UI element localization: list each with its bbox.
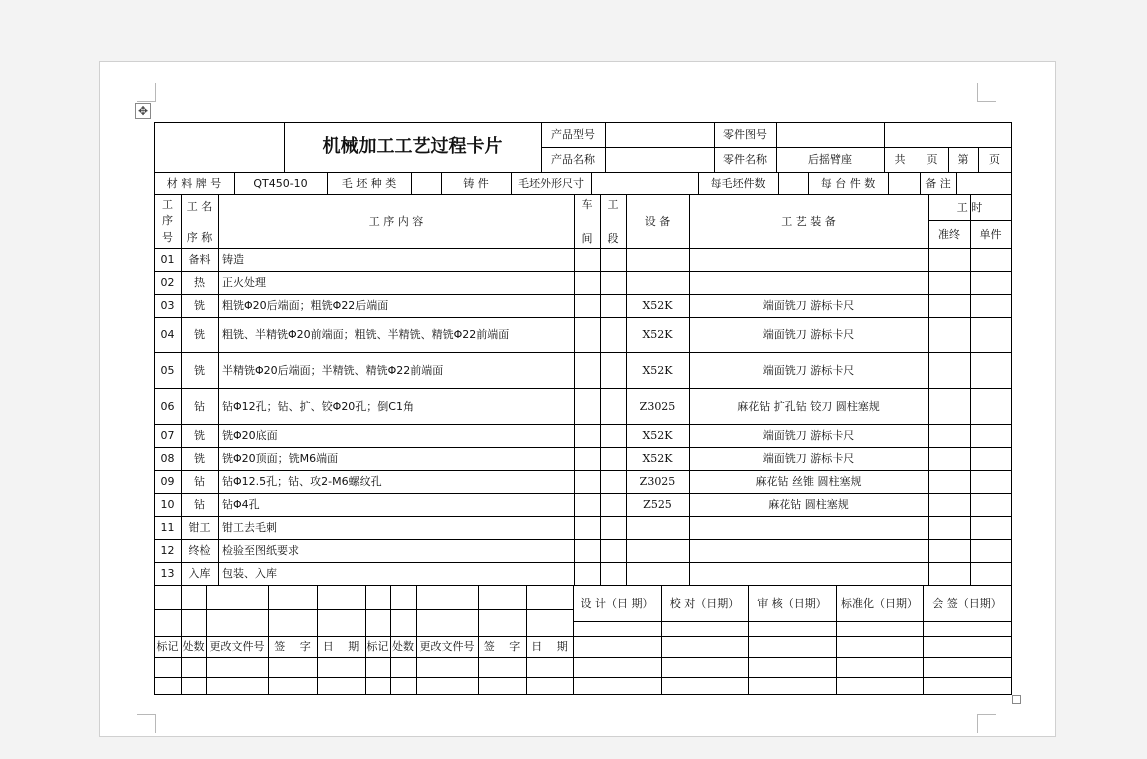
grid-line [154,694,1012,695]
row-workshop[interactable] [574,493,600,516]
part-name-label[interactable]: 零件名称 [723,153,767,166]
row-step-no[interactable]: 10 [160,498,175,511]
total-pages-label[interactable]: 共 [894,153,906,166]
footer-date[interactable]: 日 期 [322,640,360,653]
row-step-no[interactable]: 05 [160,363,175,377]
per-blank-value[interactable] [778,172,808,194]
row-unit-time[interactable] [970,317,1011,352]
row-step-no[interactable]: 12 [160,544,175,557]
row-step-name[interactable]: 入库 [188,567,211,580]
blank-type-value[interactable]: 铸 件 [463,176,489,190]
row-step-no[interactable]: 08 [160,452,175,465]
row-equipment[interactable] [626,248,689,271]
row-unit-time[interactable] [970,294,1011,317]
footer-sign[interactable]: 签 字 [483,640,521,653]
row-step-no[interactable]: 06 [160,399,175,413]
footer-countersign[interactable]: 会 签（日期） [932,596,1002,610]
row-workshop[interactable] [574,317,600,352]
row-unit-time[interactable] [970,271,1011,294]
blank-size-label[interactable]: 毛坯外形尺寸 [518,176,584,190]
row-step-name[interactable]: 热 [194,276,205,289]
row-tooling[interactable] [689,248,928,271]
remarks-value[interactable] [956,172,1011,194]
doc-title[interactable]: 机械加工工艺过程卡片 [322,136,503,157]
part-drawing-no-value[interactable] [776,122,884,147]
row-section[interactable] [600,539,626,562]
footer-count[interactable]: 处数 [392,640,414,653]
col-workshop-2[interactable]: 间 [581,231,593,245]
grid-line [154,657,1012,658]
row-prep-time[interactable] [928,562,970,585]
crop-mark-bottom-left [137,714,156,733]
row-equipment[interactable]: X52K [642,299,673,312]
row-equipment[interactable] [626,562,689,585]
row-equipment[interactable] [626,516,689,539]
footer-date[interactable]: 日 期 [531,640,568,653]
row-tooling[interactable]: 麻花钻 圆柱塞规 [768,498,849,511]
row-step-content[interactable]: 铣Φ20底面 [222,429,278,442]
row-prep-time[interactable] [928,248,970,271]
row-prep-time[interactable] [928,539,970,562]
row-equipment[interactable] [626,271,689,294]
col-unit-time[interactable]: 单件 [979,227,1002,241]
row-workshop[interactable] [574,248,600,271]
row-step-name[interactable]: 钳工 [188,521,211,534]
row-workshop[interactable] [574,539,600,562]
row-prep-time[interactable] [928,352,970,388]
material-value[interactable]: QT450-10 [253,176,308,190]
row-section[interactable] [600,352,626,388]
row-step-no[interactable]: 13 [160,567,175,580]
row-equipment[interactable]: X52K [642,429,673,442]
row-workshop[interactable] [574,447,600,470]
row-prep-time[interactable] [928,447,970,470]
footer-design[interactable]: 设 计（日 期） [580,596,654,610]
row-step-no[interactable]: 04 [160,328,175,341]
col-time[interactable]: 工 时 [956,200,983,214]
product-model-value[interactable] [605,122,714,147]
row-equipment[interactable] [626,539,689,562]
per-machine-value[interactable] [888,172,920,194]
row-step-name[interactable]: 钻 [194,399,205,413]
row-step-no[interactable]: 09 [160,475,175,488]
row-prep-time[interactable] [928,470,970,493]
row-section[interactable] [600,317,626,352]
sheet-no-unit[interactable]: 页 [989,153,1000,166]
product-name-value[interactable] [605,147,714,172]
row-step-name[interactable]: 备料 [188,253,211,266]
part-drawing-no-label[interactable]: 零件图号 [723,128,767,141]
row-step-name[interactable]: 铣 [194,429,205,442]
row-step-content[interactable]: 钻Φ12.5孔；钻、攻2-M6螺纹孔 [222,475,382,488]
row-step-name[interactable]: 铣 [194,363,205,377]
row-step-name[interactable]: 钻 [194,475,205,488]
row-tooling[interactable] [689,539,928,562]
per-blank-label[interactable]: 每毛坯件数 [710,176,766,190]
footer-change-doc[interactable]: 更改文件号 [419,640,475,653]
row-equipment[interactable]: Z3025 [639,399,676,413]
row-step-name[interactable]: 钻 [194,498,205,511]
row-tooling[interactable]: 端面铣刀 游标卡尺 [762,452,855,465]
footer-mark[interactable]: 标记 [156,640,179,653]
remarks-label[interactable]: 备 注 [925,176,951,190]
row-workshop[interactable] [574,271,600,294]
grid-line [154,609,574,610]
footer-change-doc[interactable]: 更改文件号 [209,640,265,653]
row-unit-time[interactable] [970,493,1011,516]
row-equipment[interactable]: Z525 [643,498,672,511]
row-prep-time[interactable] [928,516,970,539]
row-section[interactable] [600,516,626,539]
row-prep-time[interactable] [928,493,970,516]
row-step-name[interactable]: 铣 [194,328,205,341]
total-pages-unit[interactable]: 页 [926,153,938,166]
row-workshop[interactable] [574,424,600,447]
footer-mark[interactable]: 标记 [366,640,389,653]
row-section[interactable] [600,493,626,516]
row-equipment[interactable]: X52K [642,363,673,377]
row-step-name[interactable]: 铣 [194,299,205,312]
col-step-3[interactable]: 号 [162,230,173,244]
row-unit-time[interactable] [970,470,1011,493]
row-section[interactable] [600,248,626,271]
row-tooling[interactable]: 端面铣刀 游标卡尺 [762,328,855,341]
row-tooling[interactable]: 麻花钻 丝锥 圆柱塞规 [755,475,862,488]
row-step-no[interactable]: 01 [160,253,175,266]
row-step-no[interactable]: 02 [160,276,175,289]
row-unit-time[interactable] [970,352,1011,388]
row-step-name[interactable]: 终检 [188,544,211,557]
row-section[interactable] [600,424,626,447]
row-step-no[interactable]: 03 [160,299,175,312]
row-workshop[interactable] [574,388,600,424]
row-section[interactable] [600,271,626,294]
row-step-content[interactable]: 钳工去毛刺 [222,521,277,534]
row-workshop[interactable] [574,352,600,388]
grid-line [411,172,412,195]
row-step-content[interactable]: 铸造 [222,253,244,266]
footer-proofread[interactable]: 校 对（日期） [669,596,740,610]
sheet-no-label[interactable]: 第 [957,153,969,166]
table-move-handle-icon[interactable]: ✥ [135,103,151,119]
row-tooling[interactable]: 端面铣刀 游标卡尺 [762,429,855,442]
row-prep-time[interactable] [928,294,970,317]
col-section-1[interactable]: 工 [607,197,619,211]
header-blank[interactable] [884,122,1011,147]
row-section[interactable] [600,470,626,493]
grid-line [573,621,1012,622]
row-prep-time[interactable] [928,317,970,352]
row-tooling[interactable]: 麻花钻 扩孔钻 铰刀 圆柱塞规 [737,399,880,413]
row-step-content[interactable]: 钻Φ4孔 [222,498,260,511]
row-equipment[interactable]: X52K [642,452,673,465]
row-section[interactable] [600,388,626,424]
row-section[interactable] [600,562,626,585]
row-section[interactable] [600,447,626,470]
row-step-content[interactable]: 检验至图纸要求 [222,544,299,557]
row-workshop[interactable] [574,516,600,539]
row-tooling[interactable] [689,271,928,294]
col-tooling[interactable]: 工 艺 装 备 [781,214,836,228]
row-prep-time[interactable] [928,388,970,424]
row-workshop[interactable] [574,562,600,585]
row-step-content[interactable]: 包装、入库 [222,567,277,580]
col-step-2[interactable]: 序 [162,213,173,227]
row-unit-time[interactable] [970,424,1011,447]
col-equipment[interactable]: 设 备 [644,214,671,228]
row-tooling[interactable] [689,562,928,585]
row-tooling[interactable]: 端面铣刀 游标卡尺 [762,299,855,312]
col-prep-time[interactable]: 准终 [938,227,960,241]
product-name-label[interactable]: 产品名称 [551,153,595,166]
crop-mark-top-right [977,83,996,102]
row-section[interactable] [600,294,626,317]
row-step-content[interactable]: 铣Φ20顶面；铣M6端面 [222,452,339,465]
row-step-content[interactable]: 粗铣Φ20后端面；粗铣Φ22后端面 [222,299,389,312]
col-workshop-1[interactable]: 车 [581,197,593,211]
product-model-label[interactable]: 产品型号 [551,128,595,141]
row-step-content[interactable]: 正火处理 [222,276,266,289]
crop-mark-bottom-right [977,714,996,733]
part-name-value[interactable]: 后摇臂座 [808,153,852,166]
row-step-no[interactable]: 11 [160,521,175,534]
grid-line [154,677,1012,678]
row-tooling[interactable] [689,516,928,539]
footer-count[interactable]: 处数 [182,640,205,653]
col-step-1[interactable]: 工 [162,197,173,211]
row-unit-time[interactable] [970,562,1011,585]
col-name-2[interactable]: 序 称 [186,230,213,244]
row-unit-time[interactable] [970,248,1011,271]
footer-review[interactable]: 审 核（日期） [757,596,827,610]
footer-standardize[interactable]: 标准化（日期） [841,596,918,610]
row-step-content[interactable]: 钻Φ12孔；钻、扩、铰Φ20孔；倒C1角 [222,399,414,413]
row-tooling[interactable]: 端面铣刀 游标卡尺 [762,363,855,377]
row-step-content[interactable]: 粗铣、半精铣Φ20前端面；粗铣、半精铣、精铣Φ22前端面 [222,328,510,341]
per-machine-label[interactable]: 每 台 件 数 [820,176,876,190]
footer-sign[interactable]: 签 字 [274,640,311,653]
table-resize-handle-icon[interactable] [1012,695,1021,704]
row-equipment[interactable]: X52K [642,328,673,341]
row-prep-time[interactable] [928,271,970,294]
row-prep-time[interactable] [928,424,970,447]
col-content[interactable]: 工 序 内 容 [368,214,424,228]
grid-line [1011,122,1012,695]
row-unit-time[interactable] [970,539,1011,562]
row-unit-time[interactable] [970,447,1011,470]
row-unit-time[interactable] [970,516,1011,539]
row-equipment[interactable]: Z3025 [639,475,676,488]
blank-type-label[interactable]: 毛 坯 种 类 [341,176,397,190]
crop-mark-top-left [137,83,156,102]
row-workshop[interactable] [574,470,600,493]
col-section-2[interactable]: 段 [607,231,619,245]
row-step-content[interactable]: 半精铣Φ20后端面；半精铣、精铣Φ22前端面 [222,363,444,377]
row-workshop[interactable] [574,294,600,317]
col-name-1[interactable]: 工 名 [186,199,213,213]
material-label[interactable]: 材 料 牌 号 [166,176,222,190]
blank-size-value[interactable] [591,172,698,194]
row-step-name[interactable]: 铣 [194,452,205,465]
row-unit-time[interactable] [970,388,1011,424]
row-step-no[interactable]: 07 [160,429,175,442]
